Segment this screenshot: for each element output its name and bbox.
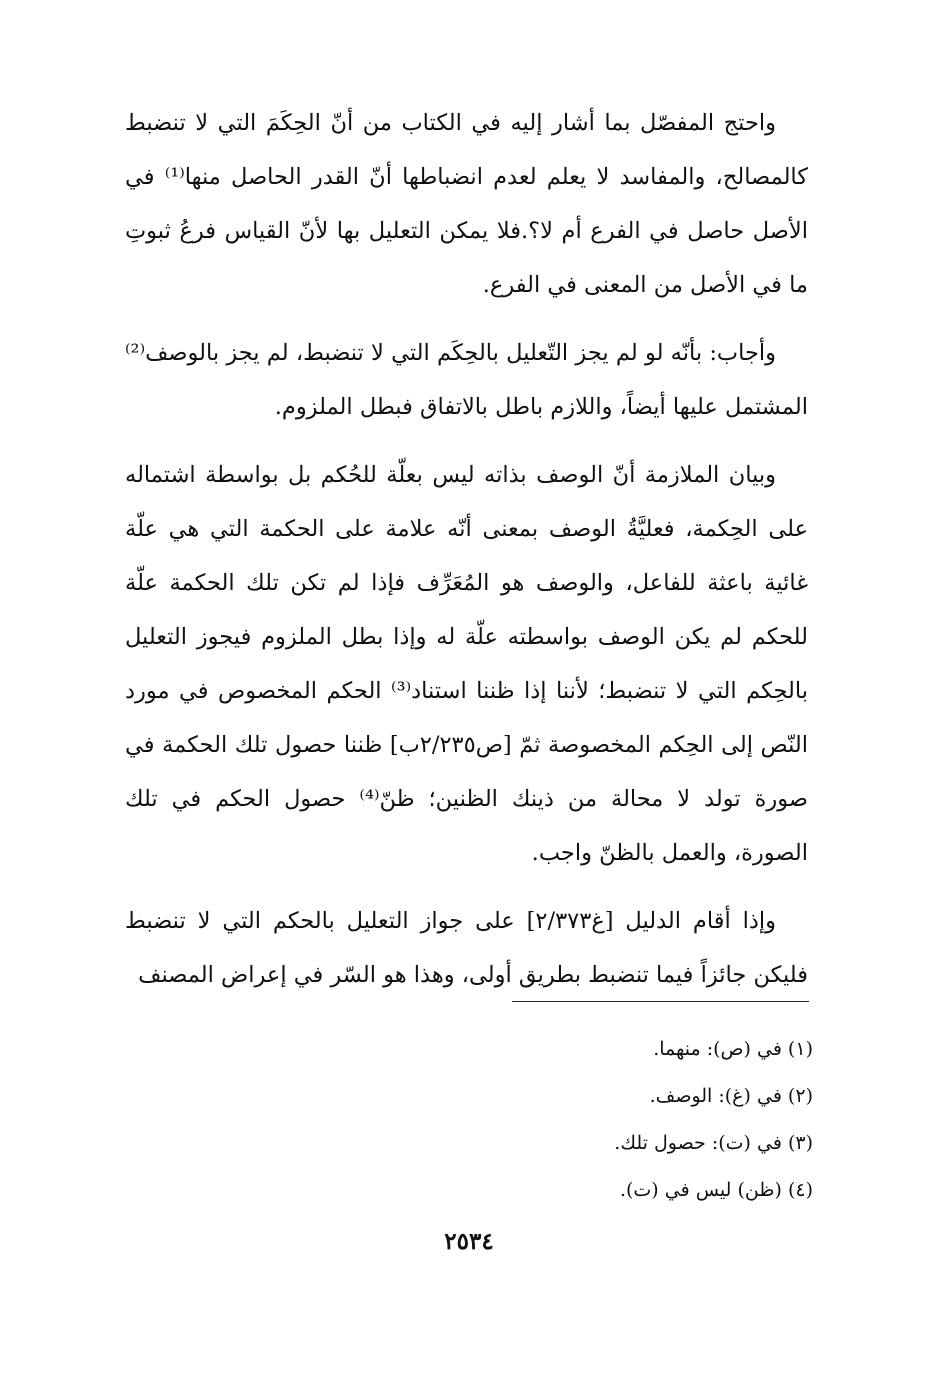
footnote-divider [512,1001,809,1002]
footnote-4: (٤) (ظن) ليس في (ت). [619,1179,813,1201]
paragraph-3: وبيان الملازمة أنّ الوصف بذاته ليس بعلّة للحُكم بل بواسطة اشتماله على الحِكمة، فعليَّةُ الوصف بمعنى أنّه علامة على الحكمة التي هي علّة غائية باعثة للفاعل، والوصف هو المُعَرِّف فإذا لم تكن تلك الحكمة علّة للحكم لم يكن الوصف بواسطته علّة له وإذا بطل الملزوم فيجوز التعليل بالحِكم التي لا تنضبط؛ لأننا إذا ظننا استناد⁽³⁾ الحكم المخصوص في مورد النّص إلى الحِكم المخصوصة ثمّ [ص٢/٢٣٥ب] ظننا حصول تلك الحكمة في صورة تولد لا محالة من ذينك الظنين؛ ظنّ⁽⁴⁾ حصول الحكم في تلك الصورة، والعمل بالظنّ واجب. [125,462,808,866]
footnotes [125,1026,813,1214]
main-text [125,96,808,1016]
page-number: ٢٥٣٤ [444,1228,494,1255]
paragraph-2: وأجاب: بأنّه لو لم يجز التّعليل بالحِكَم التي لا تنضبط، لم يجز بالوصف⁽²⁾ المشتمل عليها أيضاً، واللازم باطل بالاتفاق فبطل الملزوم. [125,340,808,420]
footnote-1: (١) في (ص): منهما. [653,1038,813,1060]
footnote-2: (٢) في (غ): الوصف. [649,1085,813,1107]
paragraph-4: وإذا أقام الدليل [غ٢/٣٧٣] على جواز التعليل بالحكم التي لا تنضبط فليكن جائزاً فيما تنضبط بطريق أولى، وهذا هو السّر في إعراض المصنف [125,908,808,988]
paragraph-1: واحتج المفصّل بما أشار إليه في الكتاب من أنّ الحِكَمَ التي لا تنضبط كالمصالح، والمفاسد لا يعلم لعدم انضباطها أنّ القدر الحاصل منها⁽¹⁾ في الأصل حاصل في الفرع أم لا؟.فلا يمكن التعليل بها لأنّ القياس فرعُ ثبوتِ ما في الأصل من المعنى في الفرع. [125,110,808,298]
footnote-3: (٣) في (ت): حصول تلك. [614,1132,813,1154]
